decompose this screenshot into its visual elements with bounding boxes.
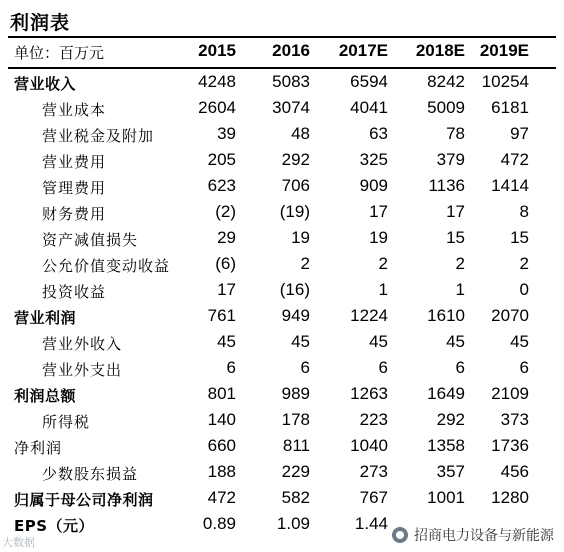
value-cell-2018e: 1136: [428, 176, 465, 195]
value-cell-2016: 229: [281, 462, 310, 481]
row-label: 归属于母公司净利润: [14, 491, 154, 509]
row-label: 营业成本: [42, 101, 107, 119]
table-row: [8, 408, 556, 434]
value-cell-2015: 39: [217, 124, 236, 143]
value-cell-2019e: 6: [519, 358, 529, 377]
row-label: 营业外收入: [42, 335, 123, 353]
value-cell-2016: 811: [282, 436, 310, 455]
table-row: [8, 70, 556, 96]
value-cell-2019e: 45: [510, 332, 529, 351]
value-cell-2018e: 5009: [427, 98, 465, 117]
value-cell-2016: 178: [281, 410, 310, 429]
value-cell-2017e: 1.44: [354, 514, 388, 533]
header-top-rule: [8, 36, 556, 38]
value-cell-2015: 660: [207, 436, 236, 455]
value-cell-2015: 188: [207, 462, 236, 481]
value-cell-2015: 140: [207, 410, 236, 429]
value-cell-2018e: 17: [446, 202, 465, 221]
table-row: [8, 122, 556, 148]
value-cell-2019e: 6181: [491, 98, 529, 117]
value-cell-2017e: 1: [378, 280, 388, 299]
value-cell-2016: 19: [291, 228, 310, 247]
table-row: [8, 226, 556, 252]
value-cell-2019e: 2: [519, 254, 529, 273]
value-cell-2015: 0.89: [202, 514, 236, 533]
value-cell-2018e: 8242: [427, 72, 465, 91]
value-cell-2018e: 2: [455, 254, 465, 273]
value-cell-2018e: 1358: [427, 436, 465, 455]
value-cell-2019e: 1736: [491, 436, 529, 455]
value-cell-2016: 3074: [272, 98, 310, 117]
value-cell-2017e: 1263: [350, 384, 388, 403]
value-cell-2017e: 45: [369, 332, 388, 351]
value-cell-2019e: 97: [510, 124, 529, 143]
value-cell-2019e: 2109: [491, 384, 529, 403]
row-label: 营业税金及附加: [42, 127, 155, 145]
value-cell-2018e: 6: [455, 358, 465, 377]
table-row: [8, 174, 556, 200]
value-cell-2016: 582: [281, 488, 310, 507]
unit-label: 单位：百万元: [14, 44, 105, 62]
row-label: 公允价值变动收益: [42, 257, 171, 275]
value-cell-2019e: 472: [500, 150, 529, 169]
value-cell-2019e: 1414: [491, 176, 529, 195]
table-row: [8, 200, 556, 226]
value-cell-2019e: 456: [500, 462, 529, 481]
header-bottom-rule: [8, 67, 556, 69]
row-label: 投资收益: [42, 283, 107, 301]
value-cell-2018e: 15: [446, 228, 465, 247]
value-cell-2015: 2604: [198, 98, 236, 117]
row-label: 少数股东损益: [42, 465, 139, 483]
row-label: EPS（元）: [14, 517, 95, 535]
value-cell-2015: 761: [207, 306, 236, 325]
value-cell-2017e: 273: [359, 462, 388, 481]
value-cell-2019e: 1280: [491, 488, 529, 507]
value-cell-2018e: 1001: [427, 488, 465, 507]
value-cell-2015: 472: [207, 488, 236, 507]
value-cell-2018e: 379: [436, 150, 465, 169]
value-cell-2017e: 4041: [350, 98, 388, 117]
value-cell-2017e: 223: [359, 410, 388, 429]
row-label: 所得税: [42, 413, 91, 431]
value-cell-2017e: 63: [369, 124, 388, 143]
row-label: 营业收入: [14, 75, 77, 93]
value-cell-2018e: 1649: [427, 384, 465, 403]
row-label: 营业外支出: [42, 361, 123, 379]
row-label: 净利润: [14, 439, 63, 457]
value-cell-2015: 17: [217, 280, 236, 299]
value-cell-2017e: 1040: [350, 436, 388, 455]
value-cell-2019e: 2070: [491, 306, 529, 325]
page-title: 利润表: [10, 12, 71, 34]
table-row: [8, 148, 556, 174]
watermark-badge: [388, 524, 558, 546]
table-row: [8, 382, 556, 408]
value-cell-2015: 205: [207, 150, 236, 169]
year-header-2019e: 2019E: [479, 41, 529, 60]
table-row: [8, 96, 556, 122]
value-cell-2016: 45: [291, 332, 310, 351]
value-cell-2015: 45: [217, 332, 236, 351]
table-row: [8, 278, 556, 304]
table-row: [8, 252, 556, 278]
value-cell-2017e: 6594: [350, 72, 388, 91]
value-cell-2017e: 2: [378, 254, 388, 273]
year-header-2015: 2015: [198, 41, 236, 60]
table-header: [8, 40, 556, 66]
value-cell-2019e: 8: [519, 202, 529, 221]
value-cell-2018e: 1610: [427, 306, 465, 325]
value-cell-2017e: 909: [359, 176, 388, 195]
value-cell-2019e: 15: [510, 228, 529, 247]
value-cell-2017e: 767: [359, 488, 388, 507]
value-cell-2016: 292: [281, 150, 310, 169]
year-header-2017e: 2017E: [338, 41, 388, 60]
value-cell-2015: 801: [207, 384, 236, 403]
value-cell-2016: (16): [279, 280, 310, 299]
table-row: [8, 330, 556, 356]
value-cell-2016: 48: [291, 124, 310, 143]
income-statement-table: [8, 70, 556, 538]
value-cell-2015: 6: [226, 358, 236, 377]
value-cell-2018e: 78: [446, 124, 465, 143]
value-cell-2016: 706: [281, 176, 310, 195]
table-row: [8, 356, 556, 382]
value-cell-2017e: 6: [378, 358, 388, 377]
value-cell-2019e: 373: [500, 410, 529, 429]
value-cell-2017e: 325: [359, 150, 388, 169]
value-cell-2017e: 17: [369, 202, 388, 221]
row-label: 营业利润: [14, 309, 77, 327]
value-cell-2015: 29: [217, 228, 236, 247]
row-label: 利润总额: [14, 387, 77, 405]
year-header-2016: 2016: [272, 41, 310, 60]
table-row: [8, 434, 556, 460]
table-row: [8, 304, 556, 330]
value-cell-2015: (2): [215, 202, 236, 221]
row-label: 管理费用: [42, 179, 107, 197]
value-cell-2016: (19): [279, 202, 310, 221]
table-row: [8, 460, 556, 486]
value-cell-2017e: 19: [369, 228, 388, 247]
watermark-left: 大数据: [2, 536, 35, 549]
year-header-2018e: 2018E: [415, 41, 465, 60]
value-cell-2019e: 10254: [481, 72, 529, 91]
row-label: 营业费用: [42, 153, 107, 171]
row-label: 资产减值损失: [42, 231, 139, 249]
value-cell-2018e: 1: [455, 280, 465, 299]
wechat-account-icon: [392, 527, 408, 543]
value-cell-2016: 989: [281, 384, 310, 403]
value-cell-2016: 949: [281, 306, 310, 325]
value-cell-2015: (6): [215, 254, 236, 273]
value-cell-2018e: 292: [436, 410, 465, 429]
value-cell-2018e: 45: [446, 332, 465, 351]
value-cell-2018e: 357: [436, 462, 465, 481]
value-cell-2016: 5083: [272, 72, 310, 91]
table-row: [8, 486, 556, 512]
value-cell-2016: 2: [300, 254, 310, 273]
row-label: 财务费用: [42, 205, 107, 223]
watermark-right-text: 招商电力设备与新能源: [414, 528, 554, 544]
value-cell-2016: 1.09: [276, 514, 310, 533]
value-cell-2017e: 1224: [350, 306, 388, 325]
value-cell-2019e: 0: [519, 280, 529, 299]
value-cell-2015: 4248: [198, 72, 236, 91]
value-cell-2015: 623: [207, 176, 236, 195]
value-cell-2016: 6: [300, 358, 310, 377]
